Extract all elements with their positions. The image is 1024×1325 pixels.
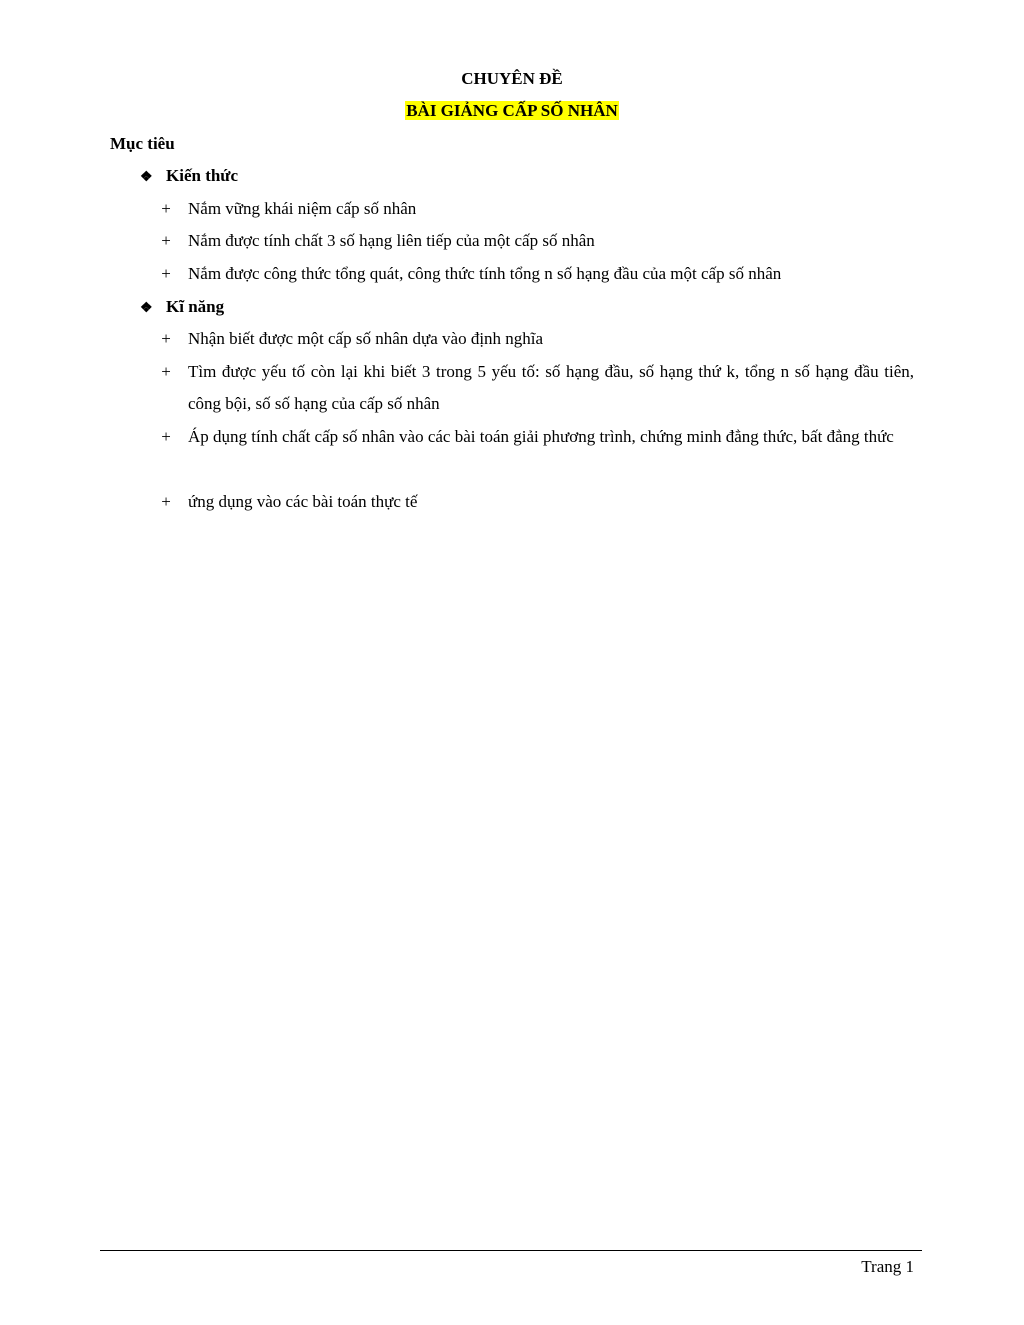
skills-item-text: Tìm được yếu tố còn lại khi biết 3 trong 5 yếu tố: số hạng đầu, số hạng thứ k, tổng n số hạng đầu tiên, công bội, số số hạng của cấp số nhân	[188, 362, 914, 413]
skills-heading-label: Kĩ năng	[166, 297, 225, 316]
knowledge-item-text: Nắm được tính chất 3 số hạng liên tiếp của một cấp số nhân	[188, 231, 595, 250]
knowledge-item	[158, 258, 914, 290]
skills-item	[158, 323, 914, 355]
knowledge-heading	[140, 165, 238, 189]
skills-item-text: Áp dụng tính chất cấp số nhân vào các bài toán giải phương trình, chứng minh đẳng thức, bất đẳng thức	[188, 427, 894, 446]
knowledge-heading-label: Kiến thức	[166, 166, 239, 185]
section-heading-objectives: Mục tiêu	[110, 134, 175, 153]
page-subtitle-wrap	[0, 100, 1024, 122]
plus-bullet-icon: +	[161, 492, 171, 511]
plus-bullet-icon: +	[161, 427, 171, 446]
knowledge-item	[158, 225, 914, 257]
skills-item	[158, 356, 914, 420]
plus-bullet-icon: +	[161, 199, 171, 218]
plus-bullet-icon: +	[161, 231, 171, 250]
skills-item-text: ứng dụng vào các bài toán thực tế	[188, 492, 418, 511]
page-title: CHUYÊN ĐỀ	[461, 69, 563, 88]
diamond-bullet-icon: ❖	[140, 170, 153, 185]
diamond-bullet-icon: ❖	[140, 301, 153, 316]
page-subtitle: BÀI GIẢNG CẤP SỐ NHÂN	[406, 101, 618, 120]
knowledge-item-text: Nắm vững khái niệm cấp số nhân	[188, 199, 417, 218]
skills-item-text: Nhận biết được một cấp số nhân dựa vào định nghĩa	[188, 329, 544, 348]
plus-bullet-icon: +	[161, 329, 171, 348]
footer-divider	[100, 1250, 922, 1251]
page-number: Trang 1	[861, 1257, 914, 1276]
skills-item	[158, 486, 914, 518]
plus-bullet-icon: +	[161, 264, 171, 283]
skills-heading	[140, 296, 224, 320]
plus-bullet-icon: +	[161, 362, 171, 381]
knowledge-item	[158, 193, 914, 225]
knowledge-item-text: Nắm được công thức tổng quát, công thức tính tổng n số hạng đầu của một cấp số nhân	[188, 264, 782, 283]
skills-item	[158, 421, 914, 453]
